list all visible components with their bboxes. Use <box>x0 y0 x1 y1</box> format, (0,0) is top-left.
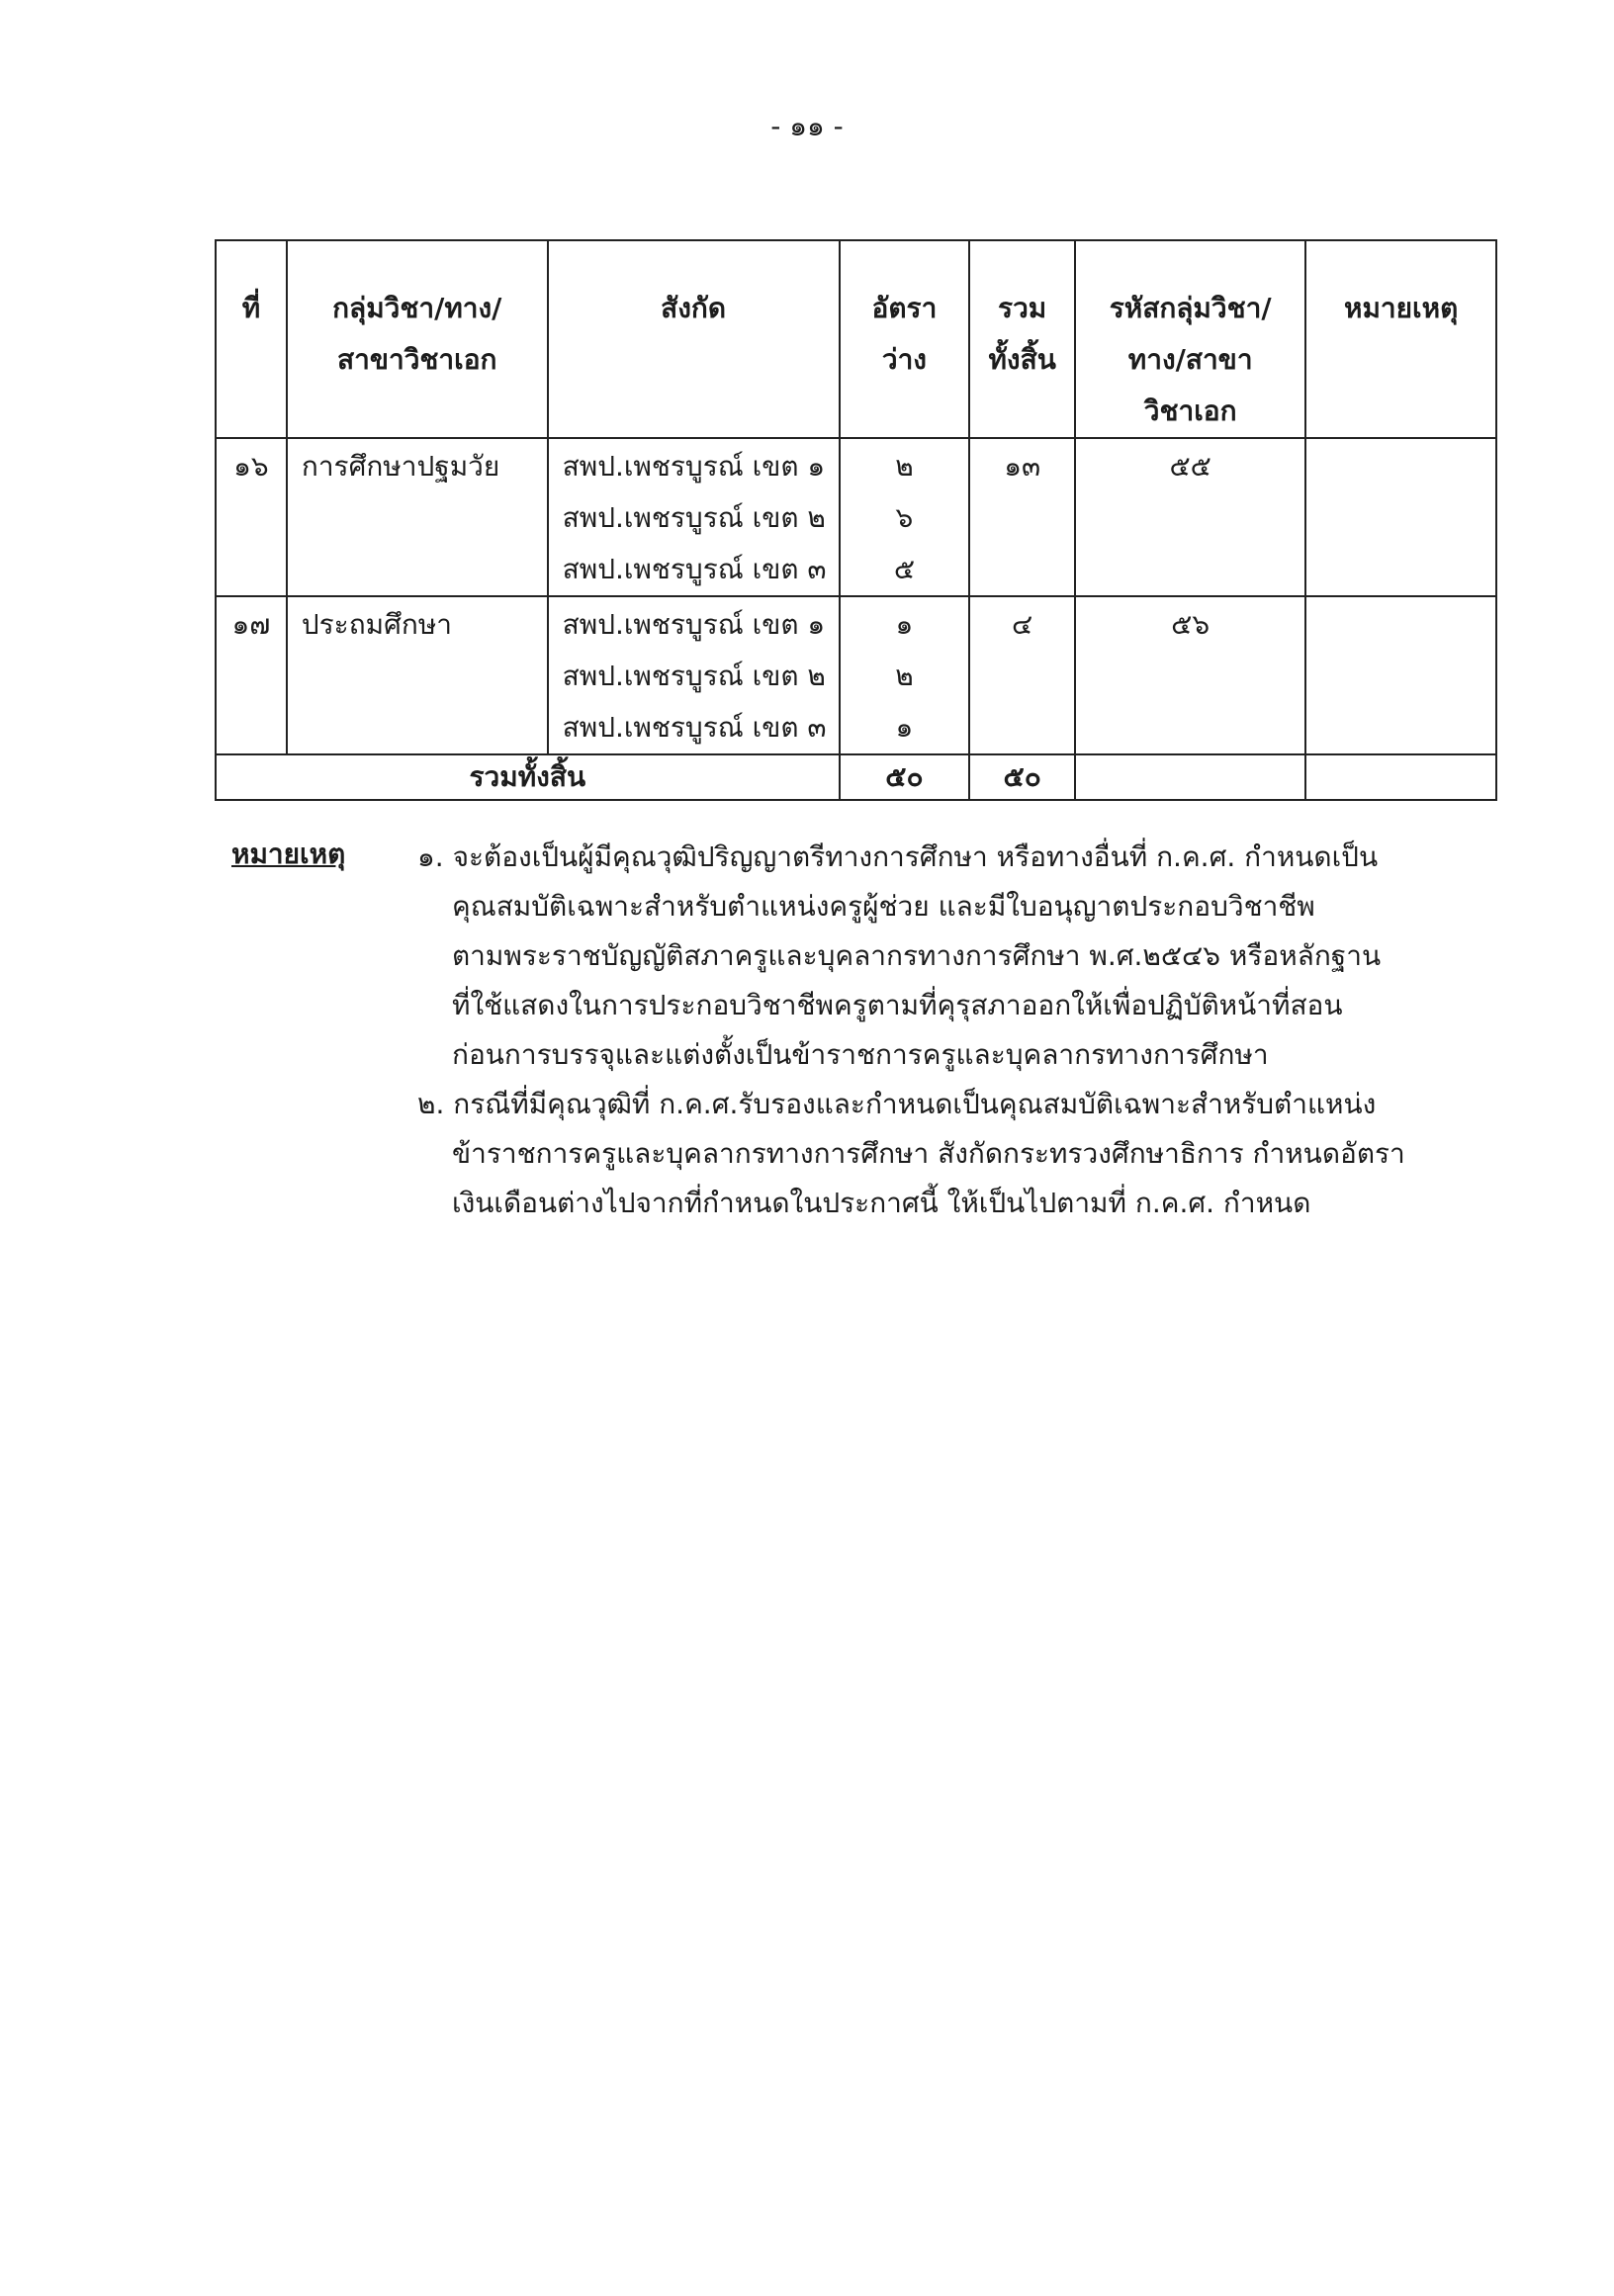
header-total: รวม ทั้งสิ้น <box>969 240 1075 438</box>
grand-total-code <box>1075 754 1305 800</box>
row-total: ๑๓ <box>969 438 1075 596</box>
row-remark <box>1305 596 1496 754</box>
page-number: - ๑๑ - <box>770 110 844 142</box>
row-no: ๑๖ <box>216 438 287 596</box>
row-subject: ประถมศึกษา <box>287 596 548 754</box>
row-remark <box>1305 438 1496 596</box>
grand-total-rate: ๕๐ <box>840 754 970 800</box>
header-subject: กลุ่มวิชา/ทาง/ สาขาวิชาเอก <box>287 240 548 438</box>
note-item: ๒. กรณีที่มีคุณวุฒิที่ ก.ค.ศ.รับรองและกำหนดเป็นคุณสมบัติเฉพาะสำหรับตำแหน่ง ข้าราชการครูและบุคลากรทางการศึกษา สังกัดกระทรวงศึกษาธิการ กำหนดอัตรา เงินเดือนต่างไปจากที่กำหนดในประกาศนี้ ให้เป็นไปตามที่ ก.ค.ศ. กำหนด <box>417 1088 1405 1219</box>
row-code: ๕๕ <box>1075 438 1305 596</box>
grand-total-row <box>216 754 1496 800</box>
table-row <box>216 438 1496 596</box>
header-unit: สังกัด <box>548 240 840 438</box>
grand-total-total: ๕๐ <box>969 754 1075 800</box>
header-code: รหัสกลุ่มวิชา/ ทาง/สาขา วิชาเอก <box>1075 240 1305 438</box>
header-rate: อัตรา ว่าง <box>840 240 970 438</box>
row-subject: การศึกษาปฐมวัย <box>287 438 548 596</box>
row-units: สพป.เพชรบูรณ์ เขต ๑ สพป.เพชรบูรณ์ เขต ๒ สพป.เพชรบูรณ์ เขต ๓ <box>548 438 840 596</box>
header-remark: หมายเหตุ <box>1305 240 1496 438</box>
row-no: ๑๗ <box>216 596 287 754</box>
row-total: ๔ <box>969 596 1075 754</box>
row-rates: ๑ ๒ ๑ <box>840 596 970 754</box>
table-row <box>216 596 1496 754</box>
notes-title: หมายเหตุ <box>231 838 346 870</box>
vacancy-table <box>215 239 1497 801</box>
row-code: ๕๖ <box>1075 596 1305 754</box>
row-units: สพป.เพชรบูรณ์ เขต ๑ สพป.เพชรบูรณ์ เขต ๒ สพป.เพชรบูรณ์ เขต ๓ <box>548 596 840 754</box>
grand-total-remark <box>1305 754 1496 800</box>
header-no: ที่ <box>216 240 287 438</box>
table-header-row <box>216 240 1496 438</box>
note-item: ๑. จะต้องเป็นผู้มีคุณวุฒิปริญญาตรีทางการศึกษา หรือทางอื่นที่ ก.ค.ศ. กำหนดเป็น คุณสมบัติเฉพาะสำหรับตำแหน่งครูผู้ช่วย และมีใบอนุญาตประกอบวิชาชีพ ตามพระราชบัญญัติสภาครูและบุคลากรทางการศึกษา พ.ศ.๒๕๔๖ หรือหลักฐาน ที่ใช้แสดงในการประกอบวิชาชีพครูตามที่คุรุสภาออกให้เพื่อปฏิบัติหน้าที่สอน ก่อนการบรรจุและแต่งตั้งเป็นข้าราชการครูและบุคลากรทางการศึกษา <box>417 840 1382 1071</box>
row-rates: ๒ ๖ ๕ <box>840 438 970 596</box>
grand-total-label: รวมทั้งสิ้น <box>216 754 840 800</box>
